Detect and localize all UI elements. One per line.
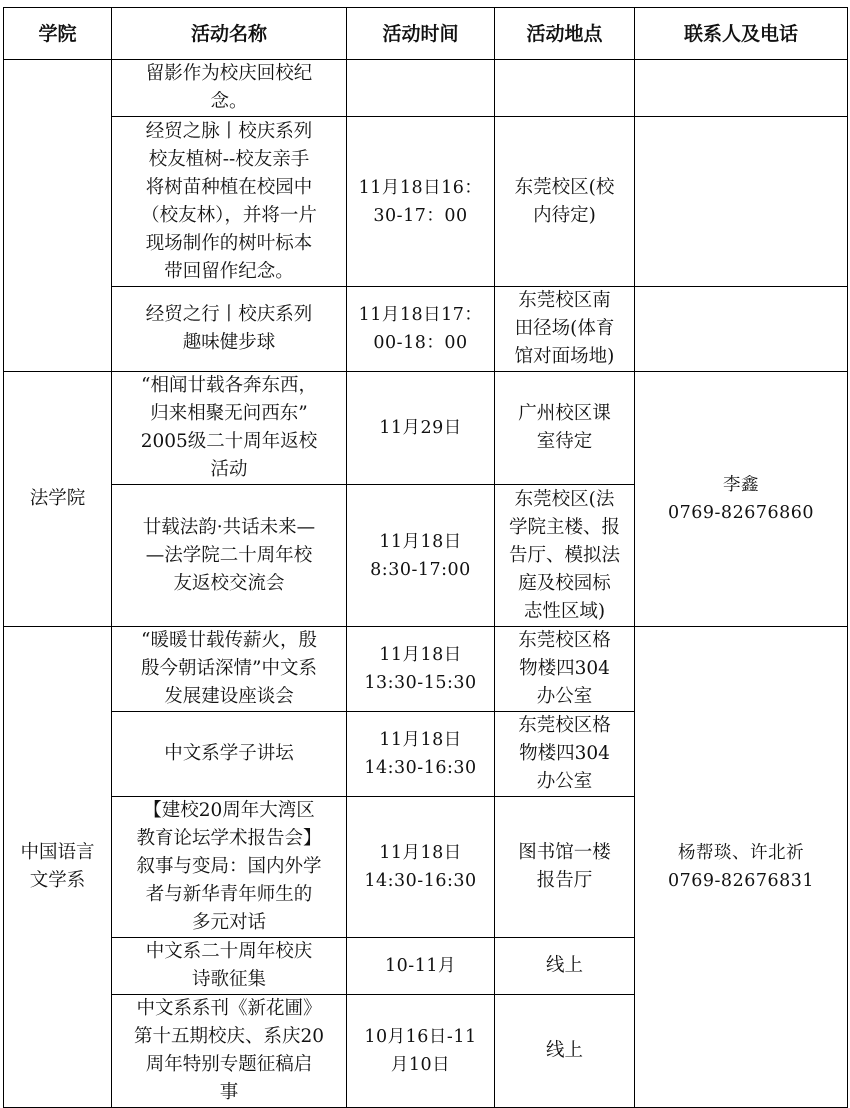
activity-place-cell: 广州校区课 室待定 xyxy=(495,372,635,485)
contact-cell: 杨帮琰、许北祈 0769-82676831 xyxy=(635,627,848,1108)
contact-cell xyxy=(635,287,848,372)
activity-time-cell: 11月18日16： 30-17：00 xyxy=(347,117,495,287)
header-college: 学院 xyxy=(4,8,112,60)
activity-place-cell: 线上 xyxy=(495,938,635,995)
header-contact: 联系人及电话 xyxy=(635,8,848,60)
header-activity-time: 活动时间 xyxy=(347,8,495,60)
activity-name-cell: 中文系学子讲坛 xyxy=(112,712,347,797)
college-cell xyxy=(4,60,112,372)
activity-place-cell: 东莞校区格 物楼四304 办公室 xyxy=(495,712,635,797)
activity-place-cell: 图书馆一楼 报告厅 xyxy=(495,797,635,938)
college-cell: 法学院 xyxy=(4,372,112,627)
contact-cell xyxy=(635,117,848,287)
header-activity-name: 活动名称 xyxy=(112,8,347,60)
activity-name-cell: 经贸之行丨校庆系列 趣味健步球 xyxy=(112,287,347,372)
table-row xyxy=(4,627,848,712)
activity-place-cell: 东莞校区南 田径场(体育 馆对面场地) xyxy=(495,287,635,372)
table-row xyxy=(4,372,848,485)
activity-time-cell: 10-11月 xyxy=(347,938,495,995)
activity-time-cell: 11月18日 14:30-16:30 xyxy=(347,712,495,797)
table-row xyxy=(4,117,848,287)
contact-cell xyxy=(635,60,848,117)
activity-name-cell: 廿载法韵·共话未来— —法学院二十周年校 友返校交流会 xyxy=(112,485,347,627)
table-row xyxy=(4,60,848,117)
activity-name-cell: 经贸之脉丨校庆系列 校友植树--校友亲手 将树苗种植在校园中 （校友林），并将一片 现场制作的树叶标本 带回留作纪念。 xyxy=(112,117,347,287)
activity-name-cell: 中文系系刊《新花圃》 第十五期校庆、系庆20 周年特别专题征稿启 事 xyxy=(112,995,347,1108)
activity-schedule-table xyxy=(3,7,848,1108)
activity-place-cell: 线上 xyxy=(495,995,635,1108)
header-activity-place: 活动地点 xyxy=(495,8,635,60)
activity-time-cell: 11月18日17： 00-18：00 xyxy=(347,287,495,372)
activity-place-cell: 东莞校区格 物楼四304 办公室 xyxy=(495,627,635,712)
activity-place-cell: 东莞校区(校 内待定) xyxy=(495,117,635,287)
header-row xyxy=(4,8,848,60)
activity-time-cell: 11月29日 xyxy=(347,372,495,485)
activity-time-cell: 10月16日-11 月10日 xyxy=(347,995,495,1108)
activity-place-cell: 东莞校区(法 学院主楼、报 告厅、模拟法 庭及校园标 志性区域) xyxy=(495,485,635,627)
activity-name-cell: “相闻廿载各奔东西， 归来相聚无问西东” 2005级二十周年返校 活动 xyxy=(112,372,347,485)
activity-name-cell: “暖暖廿载传薪火，殷 殷今朝话深情”中文系 发展建设座谈会 xyxy=(112,627,347,712)
activity-name-cell: 留影作为校庆回校纪 念。 xyxy=(112,60,347,117)
activity-place-cell xyxy=(495,60,635,117)
activity-time-cell: 11月18日 14:30-16:30 xyxy=(347,797,495,938)
activity-time-cell xyxy=(347,60,495,117)
activity-name-cell: 中文系二十周年校庆 诗歌征集 xyxy=(112,938,347,995)
activity-time-cell: 11月18日 13:30-15:30 xyxy=(347,627,495,712)
contact-cell: 李鑫 0769-82676860 xyxy=(635,372,848,627)
activity-time-cell: 11月18日 8:30-17:00 xyxy=(347,485,495,627)
college-cell: 中国语言 文学系 xyxy=(4,627,112,1108)
table-row xyxy=(4,287,848,372)
activity-name-cell: 【建校20周年大湾区 教育论坛学术报告会】 叙事与变局：国内外学 者与新华青年师生的 多元对话 xyxy=(112,797,347,938)
